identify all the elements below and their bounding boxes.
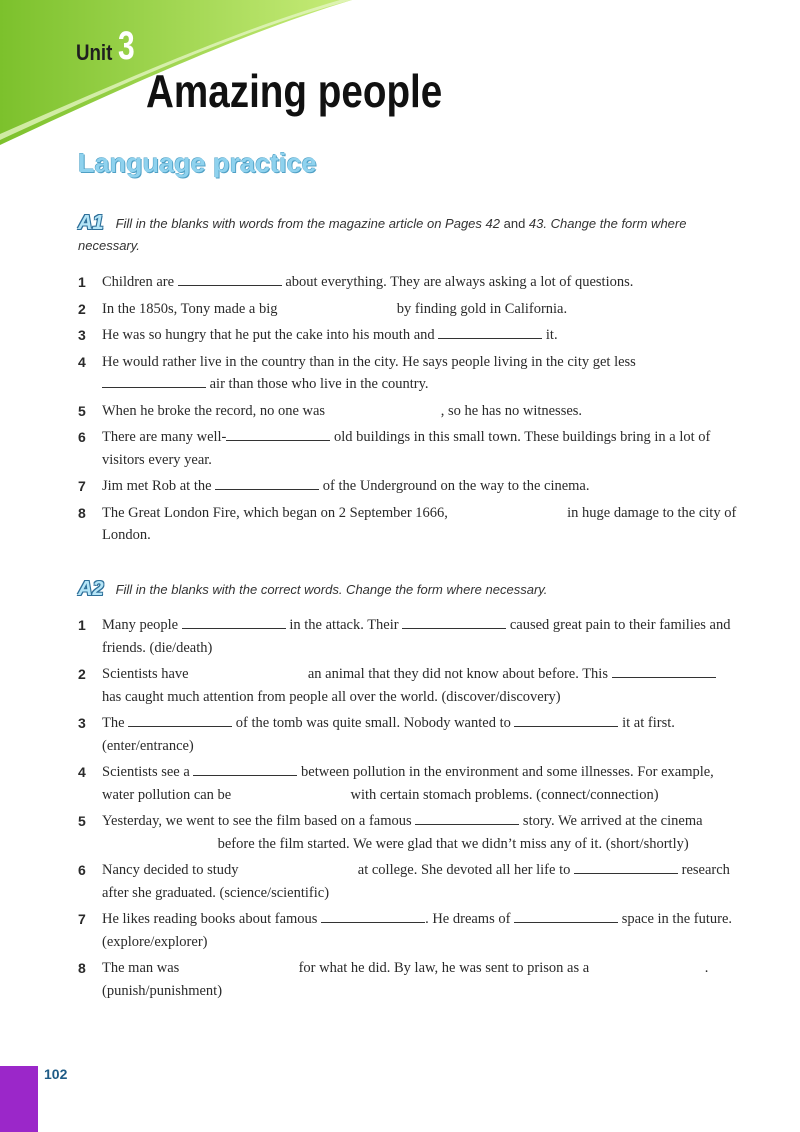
question-text: In the 1850s, Tony made a big — [102, 300, 282, 317]
a1-question-list — [78, 271, 738, 551]
answer-blank[interactable] — [193, 761, 297, 776]
question-text: The — [102, 715, 129, 731]
answer-blank[interactable] — [574, 859, 678, 874]
question-text: Scientists have — [102, 666, 193, 682]
answer-blank[interactable] — [178, 271, 282, 286]
question-item — [78, 810, 738, 855]
question-item — [78, 475, 738, 498]
question-text: Yesterday, we went to see the film based on a famous — [102, 813, 416, 829]
question-text: between pollution in the environment and some illnesses. For example, water pollution can be — [102, 764, 714, 803]
question-text: it. — [542, 327, 558, 343]
question-item — [78, 351, 738, 396]
question-text: He was so hungry that he put the cake into his mouth and — [102, 327, 439, 343]
question-text: space in the future. (explore/explorer) — [102, 911, 733, 950]
answer-blank[interactable] — [514, 712, 618, 727]
a2-instruction — [78, 578, 738, 601]
a1-instruction-pre: Fill in the blanks with words from the magazine article on Pages 42 — [115, 216, 504, 231]
question-text: at college. She devoted all her life to — [354, 862, 574, 878]
question-text: an animal that they did not know about before. This — [304, 666, 612, 682]
question-text: . He dreams of — [425, 911, 515, 927]
question-text: with certain stomach problems. (connect/connection) — [346, 786, 659, 803]
question-item — [78, 712, 738, 757]
question-text: in huge damage to the city of London. — [102, 504, 737, 543]
question-item — [78, 859, 738, 904]
question-number: 1 — [78, 274, 86, 290]
a2-badge: A2 — [78, 578, 104, 600]
answer-blank[interactable] — [128, 712, 232, 727]
question-text: There are many well- — [102, 429, 227, 445]
answer-blank[interactable] — [215, 475, 319, 490]
answer-blank[interactable] — [102, 373, 206, 388]
question-text: by finding gold in California. — [393, 300, 568, 317]
answer-blank[interactable] — [402, 614, 506, 629]
a1-instruction — [78, 212, 738, 257]
answer-blank[interactable] — [321, 908, 425, 923]
question-number: 5 — [78, 402, 86, 419]
question-text: air than those who live in the country. — [206, 376, 429, 392]
question-item — [78, 324, 738, 347]
page-number: 102 — [44, 1066, 68, 1082]
question-number: 2 — [78, 300, 86, 317]
question-text: has caught much attention from people all over the world. (discover/discovery) — [102, 688, 561, 705]
answer-blank[interactable] — [182, 614, 286, 629]
question-text: He would rather live in the country than in the city. He says people living in the city get less — [102, 353, 636, 370]
a1-badge: A1 — [78, 212, 104, 234]
question-text: The man was — [102, 960, 183, 976]
question-item — [78, 271, 738, 294]
question-text: Scientists see a — [102, 764, 194, 780]
question-text: of the Underground on the way to the cinema. — [319, 478, 590, 494]
answer-blank[interactable] — [612, 663, 716, 678]
question-text: He likes reading books about famous — [102, 911, 322, 927]
question-text: caused great pain to their families and friends. (die/death) — [102, 617, 731, 656]
a2-instruction-text: Fill in the blanks with the correct words. Change the form where necessary. — [115, 582, 548, 597]
question-number: 2 — [78, 666, 86, 682]
page-edge-tab — [0, 1066, 38, 1132]
question-number: 8 — [78, 504, 86, 521]
question-text: . (punish/punishment) — [102, 960, 709, 999]
question-number: 5 — [78, 813, 86, 829]
question-number: 3 — [78, 327, 86, 343]
question-text: When he broke the record, no one was — [102, 402, 329, 419]
question-text: for what he did. By law, he was sent to prison as a — [294, 960, 593, 976]
question-item — [78, 908, 738, 953]
question-number: 7 — [78, 478, 86, 494]
question-number: 1 — [78, 617, 86, 633]
question-number: 4 — [78, 353, 86, 370]
question-number: 6 — [78, 429, 86, 445]
question-text: about everything. They are always asking a lot of questions. — [281, 274, 634, 290]
question-text: Jim met Rob at the — [102, 478, 216, 494]
a2-question-list — [78, 614, 738, 1006]
question-text: old buildings in this small town. These buildings bring in a lot of visitors every year. — [102, 429, 711, 468]
question-number: 6 — [78, 862, 86, 878]
unit-number: 3 — [118, 24, 135, 68]
question-item — [78, 298, 738, 321]
question-text: story. We arrived at the cinema — [519, 813, 703, 829]
question-number: 4 — [78, 764, 86, 780]
answer-blank[interactable] — [438, 324, 542, 339]
answer-blank[interactable] — [514, 908, 618, 923]
question-item — [78, 614, 738, 659]
question-item — [78, 761, 738, 806]
question-text: in the attack. Their — [285, 617, 403, 633]
question-item — [78, 400, 738, 423]
question-text: The Great London Fire, which began on 2 September 1666, — [102, 504, 452, 521]
page-title: Amazing people — [146, 65, 443, 117]
question-text: of the tomb was quite small. Nobody wanted to — [232, 715, 515, 731]
question-text: , so he has no witnesses. — [440, 402, 583, 419]
question-text: Many people — [102, 617, 182, 633]
a1-instruction-post: 43. Change the form where necessary. — [78, 216, 687, 253]
question-text: before the film started. We were glad that we didn’t miss any of it. (short/shortly) — [214, 835, 689, 852]
question-number: 3 — [78, 715, 86, 731]
question-text: research after she graduated. (science/scientific) — [102, 862, 730, 901]
answer-blank[interactable] — [226, 426, 330, 441]
question-number: 7 — [78, 911, 86, 927]
question-text: it at first. (enter/entrance) — [102, 715, 675, 754]
question-text: Children are — [102, 274, 178, 290]
question-item — [78, 663, 738, 708]
section-title: Language practice — [78, 148, 317, 178]
answer-blank[interactable] — [415, 810, 519, 825]
question-item — [78, 957, 738, 1002]
question-text: Nancy decided to study — [102, 862, 243, 878]
unit-label: Unit — [76, 40, 113, 65]
question-number: 8 — [78, 960, 86, 976]
question-item — [78, 426, 738, 471]
a1-instruction-and: and — [503, 216, 526, 231]
question-item — [78, 502, 738, 547]
